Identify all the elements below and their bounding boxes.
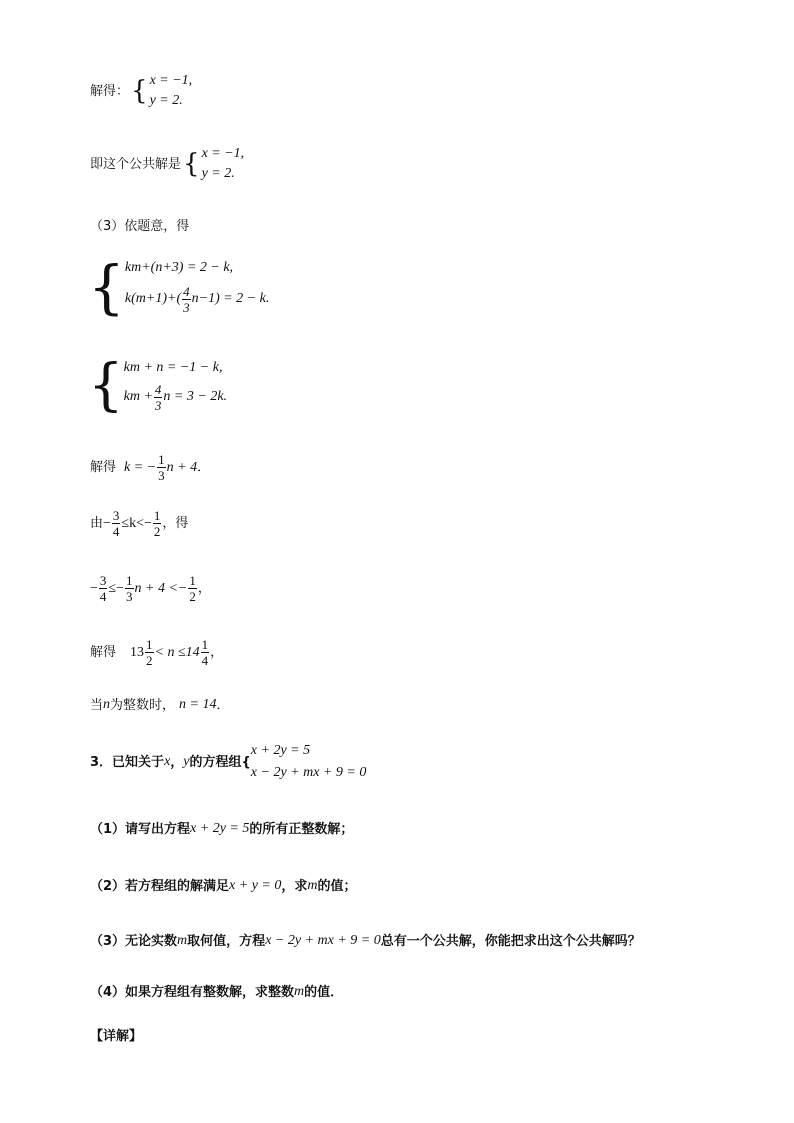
variable: m	[177, 933, 188, 948]
numerator: 4	[183, 283, 190, 299]
solve-k-line	[90, 453, 210, 482]
fraction	[154, 383, 163, 412]
left-brace: {	[183, 149, 200, 179]
variable: y	[183, 754, 190, 769]
variable: n	[103, 697, 111, 712]
equation: x − 2y + mx + 9 = 0	[250, 765, 367, 780]
equation-part: k = −	[124, 459, 157, 475]
equation: y = 2.	[149, 93, 183, 108]
question-text: 取何值，方程	[187, 933, 266, 949]
equation-part: < n ≤14	[154, 644, 200, 660]
sub-question-1	[90, 822, 353, 836]
equation: x − 2y + mx + 9 = 0	[265, 933, 381, 948]
equation: x = −1,	[149, 73, 193, 88]
inequality-line	[90, 574, 211, 603]
equation-part: −	[103, 515, 111, 531]
question-text: 的所有正整数解；	[249, 821, 354, 837]
question-text: 的方程组{	[189, 754, 251, 770]
common-solution-line	[90, 147, 244, 181]
label: 即这个公共解是	[90, 156, 182, 172]
denominator: 2	[153, 524, 161, 539]
question-text: （1）请写出方程	[90, 821, 191, 837]
label: 解得	[90, 460, 117, 475]
question-text: 的值．	[304, 984, 344, 1000]
equation: x + y = 0	[229, 878, 282, 893]
label: 解得：	[90, 83, 130, 99]
question-number: 3．	[90, 754, 113, 770]
label: 为整数时，	[110, 697, 176, 713]
solve-n-line	[90, 638, 223, 667]
variable: m	[307, 878, 318, 893]
question-3	[90, 744, 366, 780]
solution-line-1	[90, 74, 192, 108]
numerator: 1	[158, 452, 165, 467]
punctuation: ．	[197, 460, 211, 475]
sub-question-4	[90, 985, 343, 999]
equation: y = 2.	[201, 166, 235, 181]
numerator: 4	[154, 381, 162, 397]
equation-part: n = 3 − 2k.	[163, 389, 228, 404]
numerator: 3	[112, 508, 120, 523]
equation-part: ≤k<−	[121, 515, 152, 531]
equation-part: ≤−	[108, 580, 124, 596]
punctuation: ，	[170, 754, 184, 770]
denominator: 2	[189, 589, 196, 604]
sub-question-2	[90, 879, 357, 893]
question-text: （3）无论实数	[90, 933, 178, 949]
part3-intro: （3）依题意，得	[90, 219, 190, 234]
equation-part: n + 4	[166, 459, 198, 475]
fraction	[112, 509, 121, 538]
numerator: 1	[153, 508, 161, 523]
punctuation: ，	[210, 645, 224, 660]
equation-part: n−1) = 2 − k.	[191, 291, 270, 306]
numerator: 1	[201, 637, 209, 652]
sub-question-3	[90, 934, 641, 948]
numerator: 1	[126, 573, 133, 588]
numerator: 1	[146, 637, 153, 652]
range-line	[90, 509, 188, 538]
equation-system-2	[88, 353, 228, 418]
fraction	[157, 453, 166, 482]
punctuation: ．	[216, 697, 230, 713]
denominator: 2	[146, 653, 153, 668]
equation	[125, 285, 269, 314]
denominator: 3	[154, 397, 162, 413]
equation: km+(n+3) = 2 − k,	[124, 259, 234, 275]
fraction	[153, 509, 162, 538]
fraction	[188, 574, 197, 603]
detail-heading: 【详解】	[90, 1029, 143, 1044]
question-text: 已知关于	[112, 754, 165, 770]
question-text: 的值；	[317, 878, 357, 894]
label: 解得	[90, 645, 117, 660]
integer-line	[90, 698, 230, 712]
equation-part: 13	[130, 644, 145, 660]
equation-system-1	[88, 253, 270, 321]
denominator: 4	[112, 524, 120, 539]
denominator: 3	[158, 468, 165, 483]
left-brace: {	[88, 353, 124, 418]
equation: x + 2y = 5	[190, 821, 250, 836]
question-text: ，求	[281, 878, 308, 894]
equation: km + n = −1 − k,	[123, 359, 223, 375]
equation: x = −1,	[201, 146, 245, 161]
variable: m	[294, 984, 305, 999]
denominator: 3	[183, 299, 190, 315]
equation	[124, 383, 227, 412]
denominator: 4	[99, 589, 107, 604]
punctuation: ，	[197, 581, 211, 596]
variable: x	[164, 754, 171, 769]
equation-part: km +	[123, 389, 153, 404]
equation: x + 2y = 5	[250, 743, 311, 758]
fraction	[99, 574, 108, 603]
left-brace: {	[88, 253, 125, 321]
equation-part: n + 4 <−	[134, 580, 188, 596]
question-text: （2）若方程组的解满足	[90, 878, 230, 894]
equation-part: k(m+1)+(	[124, 291, 182, 306]
fraction	[125, 574, 134, 603]
numerator: 3	[99, 573, 107, 588]
equation: n = 14	[179, 697, 217, 712]
denominator: 3	[126, 589, 133, 604]
label: ，得	[162, 516, 189, 531]
equation-part: −	[90, 580, 98, 596]
question-text: （4）如果方程组有整数解，求整数	[90, 984, 295, 1000]
fraction	[201, 638, 210, 667]
question-text: 总有一个公共解，你能把求出这个公共解吗？	[380, 933, 641, 949]
numerator: 1	[189, 573, 196, 588]
label: 当	[90, 697, 104, 713]
denominator: 4	[201, 653, 209, 668]
left-brace: {	[131, 76, 148, 106]
fraction	[145, 638, 154, 667]
fraction	[182, 285, 191, 314]
label: 由	[90, 516, 104, 531]
